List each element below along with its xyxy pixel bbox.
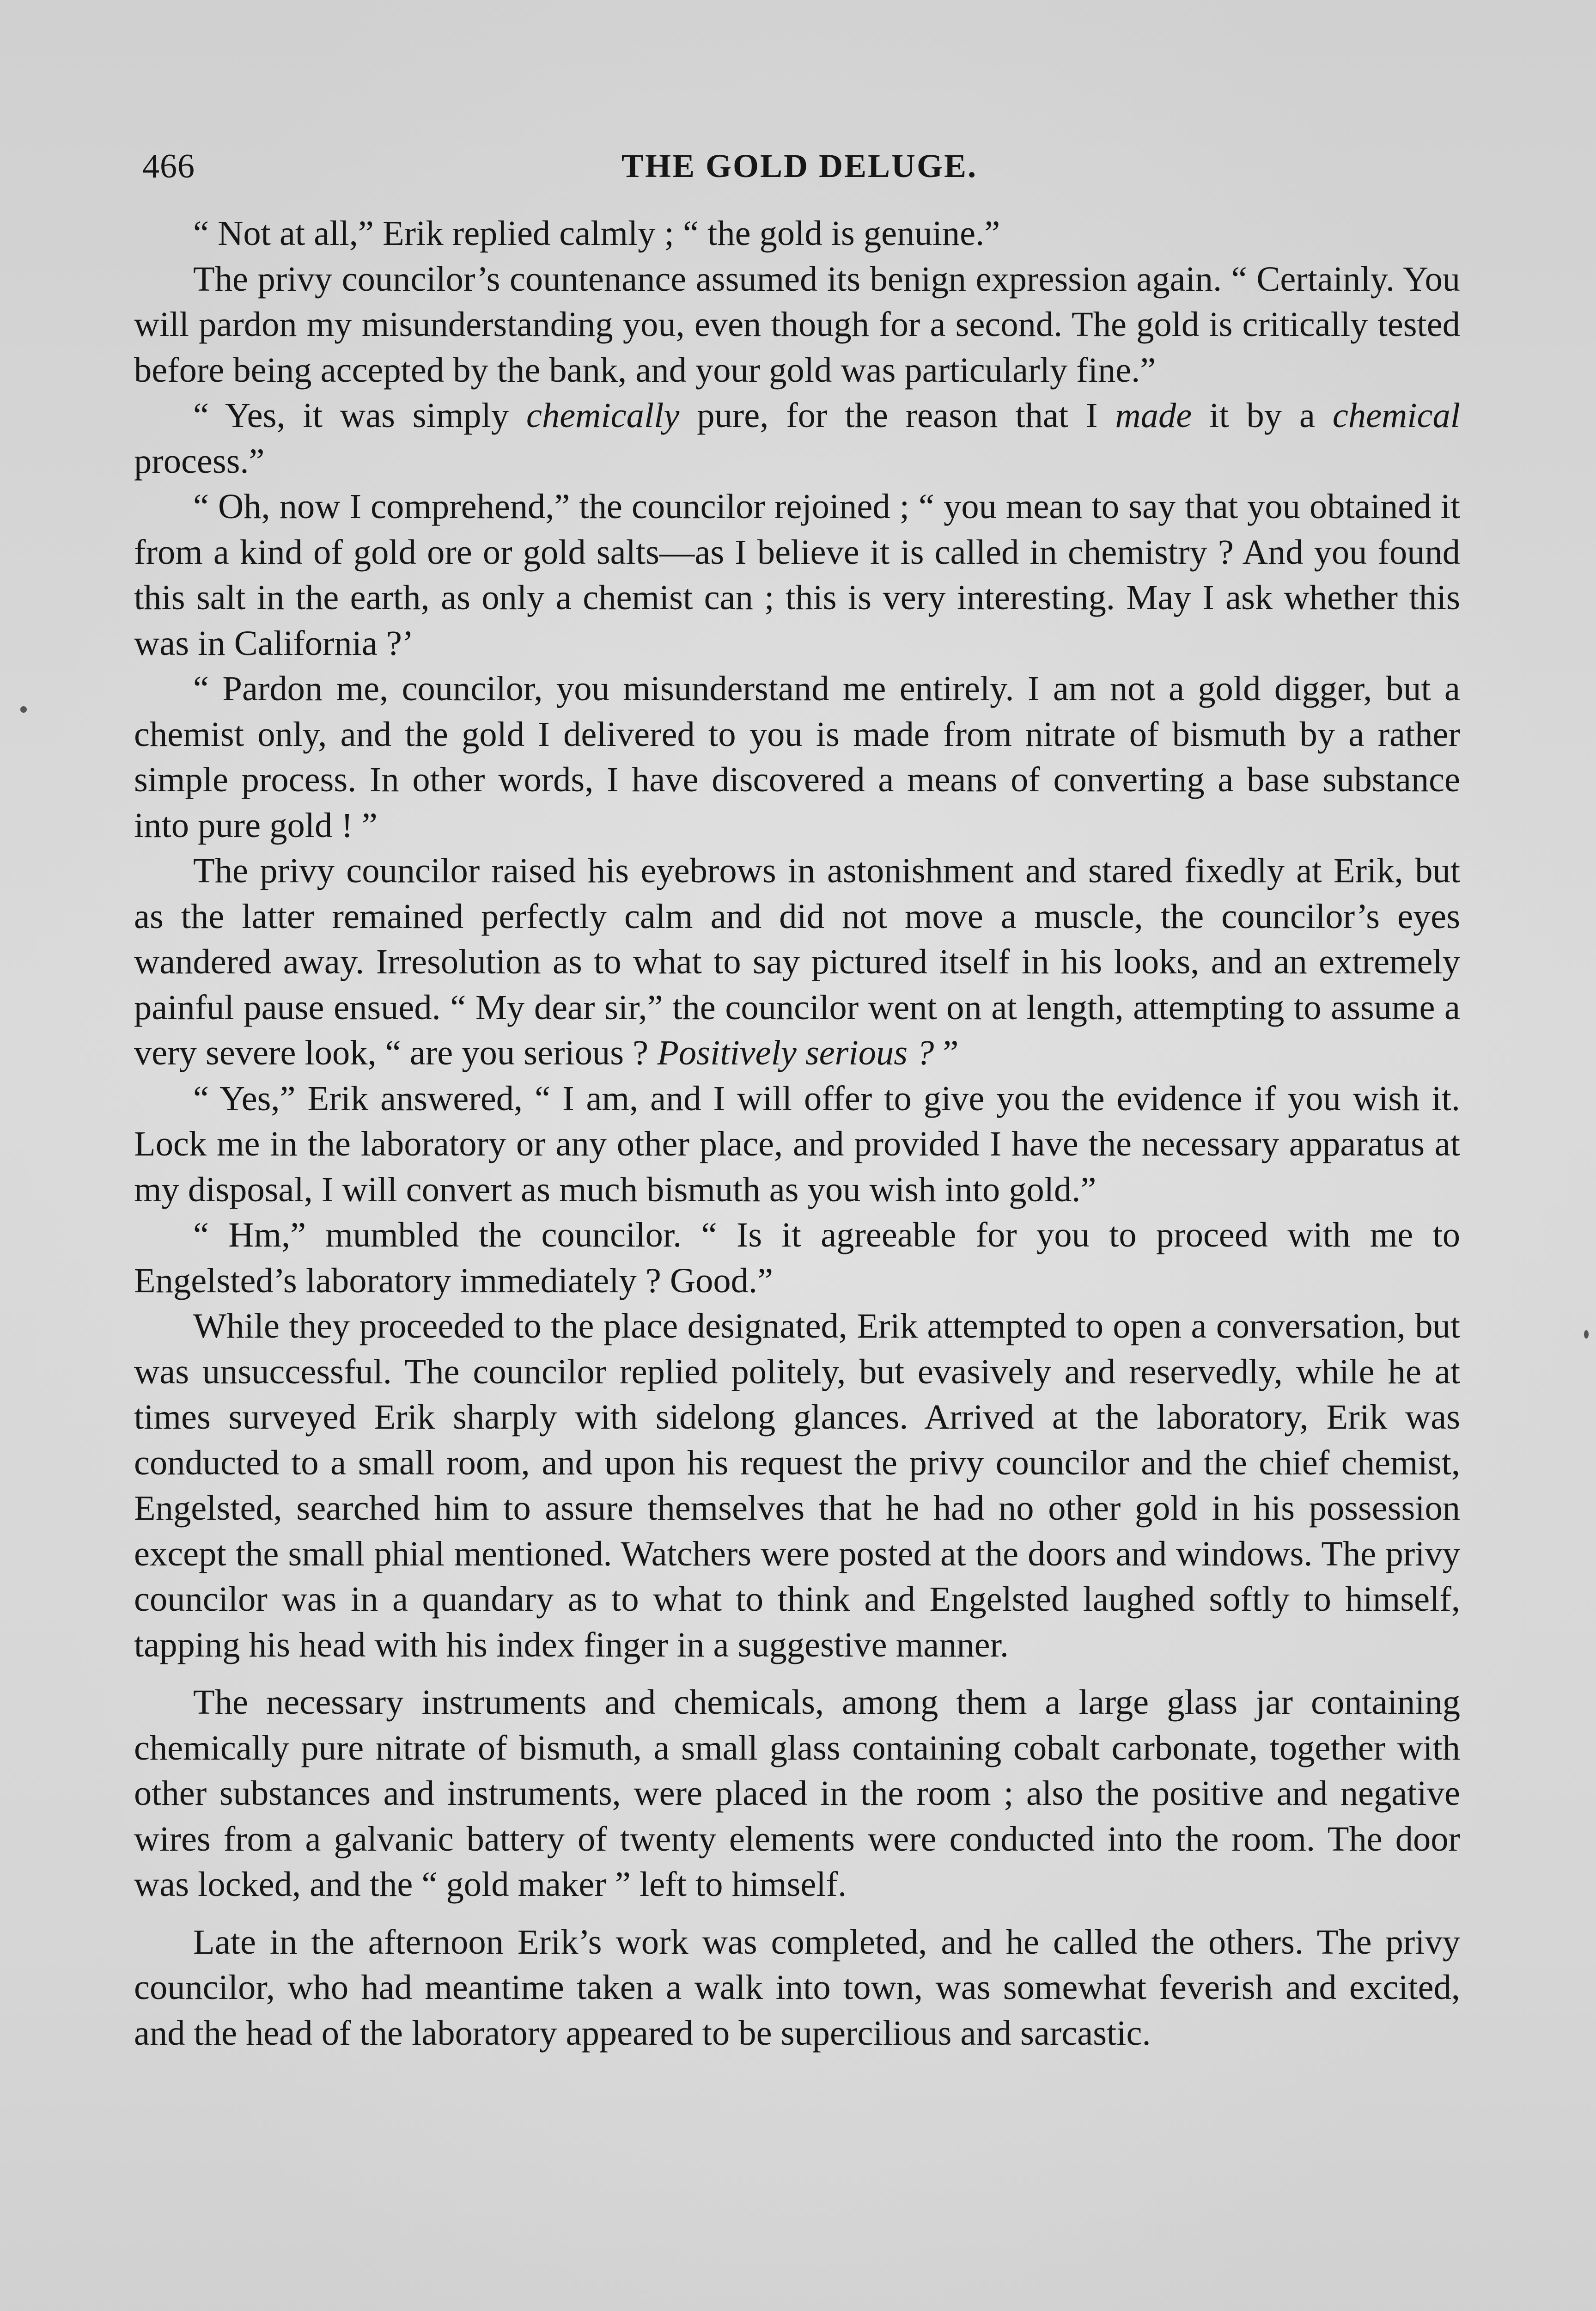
text-run: pure, for the reason that I bbox=[679, 396, 1115, 435]
paragraph bbox=[134, 848, 1460, 1076]
paragraph: The privy councilor’s countenance assumed its benign expression again. “ Certainly. You will pardon my misunderstanding you, even though for a second. The gold is critically tested before being accepted by the bank, and your gold was particularly fine.” bbox=[134, 259, 1460, 390]
page-number: 466 bbox=[142, 147, 195, 185]
text-run: ” bbox=[934, 1033, 959, 1072]
paragraph: Late in the afternoon Erik’s work was completed, and he called the others. The privy councilor, who had meantime taken a walk into town, was somewhat feverish and excited, and the head of the laboratory appeared to be supercilious and sarcastic. bbox=[134, 1922, 1460, 2053]
paragraph: “ Pardon me, councilor, you misunderstand me entirely. I am not a gold digger, but a chemist only, and the gold I delivered to you is made from nitrate of bismuth by a rather simple process. In other words, I have discovered a means of converting a base substance into pure gold ! ” bbox=[134, 669, 1460, 845]
italic-text-run: Positively serious ? bbox=[657, 1033, 934, 1072]
paragraph: While they proceeded to the place designated, Erik attempted to open a conversation, but was unsuccessful. The councilor replied politely, but evasively and reservedly, while he at times surveyed Erik sharply with sidelong glances. Arrived at the laboratory, Erik was conducted to a small room, and upon his request the privy councilor and the chief chemist, Engelsted, searched him to assure themselves that he had no other gold in his possession except the small phial mentioned. Watchers were posted at the doors and windows. The privy councilor was in a quandary as to what to think and Engelsted laughed softly to himself, tapping his head with his index finger in a suggestive manner. bbox=[134, 1306, 1460, 1664]
paragraph: The necessary instruments and chemicals, among them a large glass jar containing chemically pure nitrate of bismuth, a small glass containing cobalt carbonate, together with other substances and instruments, were placed in the room ; also the positive and negative wires from a galvanic battery of twenty elements were conducted into the room. The door was locked, and the “ gold maker ” left to himself. bbox=[134, 1682, 1460, 1904]
page-header bbox=[139, 147, 1460, 198]
paragraph: “ Oh, now I comprehend,” the councilor rejoined ; “ you mean to say that you obtained it from a kind of gold ore or gold salts—as I believe it is called in chemistry ? And you found this salt in the earth, as only a chemist can ; this is very interesting. May I ask whether this was in California ?’ bbox=[134, 487, 1460, 663]
paragraph: “ Yes,” Erik answered, “ I am, and I will offer to give you the evidence if you wish it. Lock me in the laboratory or any other place, and provided I have the necessary apparatus at my disposal, I will convert as much bismuth as you wish into gold.” bbox=[134, 1078, 1460, 1209]
italic-text-run: chemical bbox=[1332, 396, 1460, 435]
paper-speck bbox=[20, 706, 27, 713]
paragraph: “ Not at all,” Erik replied calmly ; “ the gold is genuine.” bbox=[193, 214, 1000, 253]
text-run: The privy councilor raised his eyebrows in astonishment and stared fixedly at Erik, but as the latter remained perfectly calm and did not move a muscle, the councilor’s eyes wandered away. Irresolution as to what to say pictured itself in his looks, and an extremely painful pause ensued. “ My dear sir,” the councilor went on at length, attempting to assume a very severe look, “ are you serious ? bbox=[134, 851, 1460, 1072]
paragraph: “ Hm,” mumbled the councilor. “ Is it agreeable for you to proceed with me to Engelsted’s laboratory immediately ? Good.” bbox=[134, 1215, 1460, 1300]
italic-text-run: chemically bbox=[526, 396, 680, 435]
text-run: “ Yes, it was simply bbox=[193, 396, 526, 435]
running-title: THE GOLD DELUGE. bbox=[621, 147, 978, 184]
body-text bbox=[134, 211, 1460, 2056]
paragraph bbox=[134, 393, 1460, 484]
italic-text-run: made bbox=[1115, 396, 1192, 435]
text-run: process.” bbox=[134, 441, 265, 481]
paper-speck bbox=[1584, 1330, 1589, 1339]
text-run: it by a bbox=[1192, 396, 1333, 435]
